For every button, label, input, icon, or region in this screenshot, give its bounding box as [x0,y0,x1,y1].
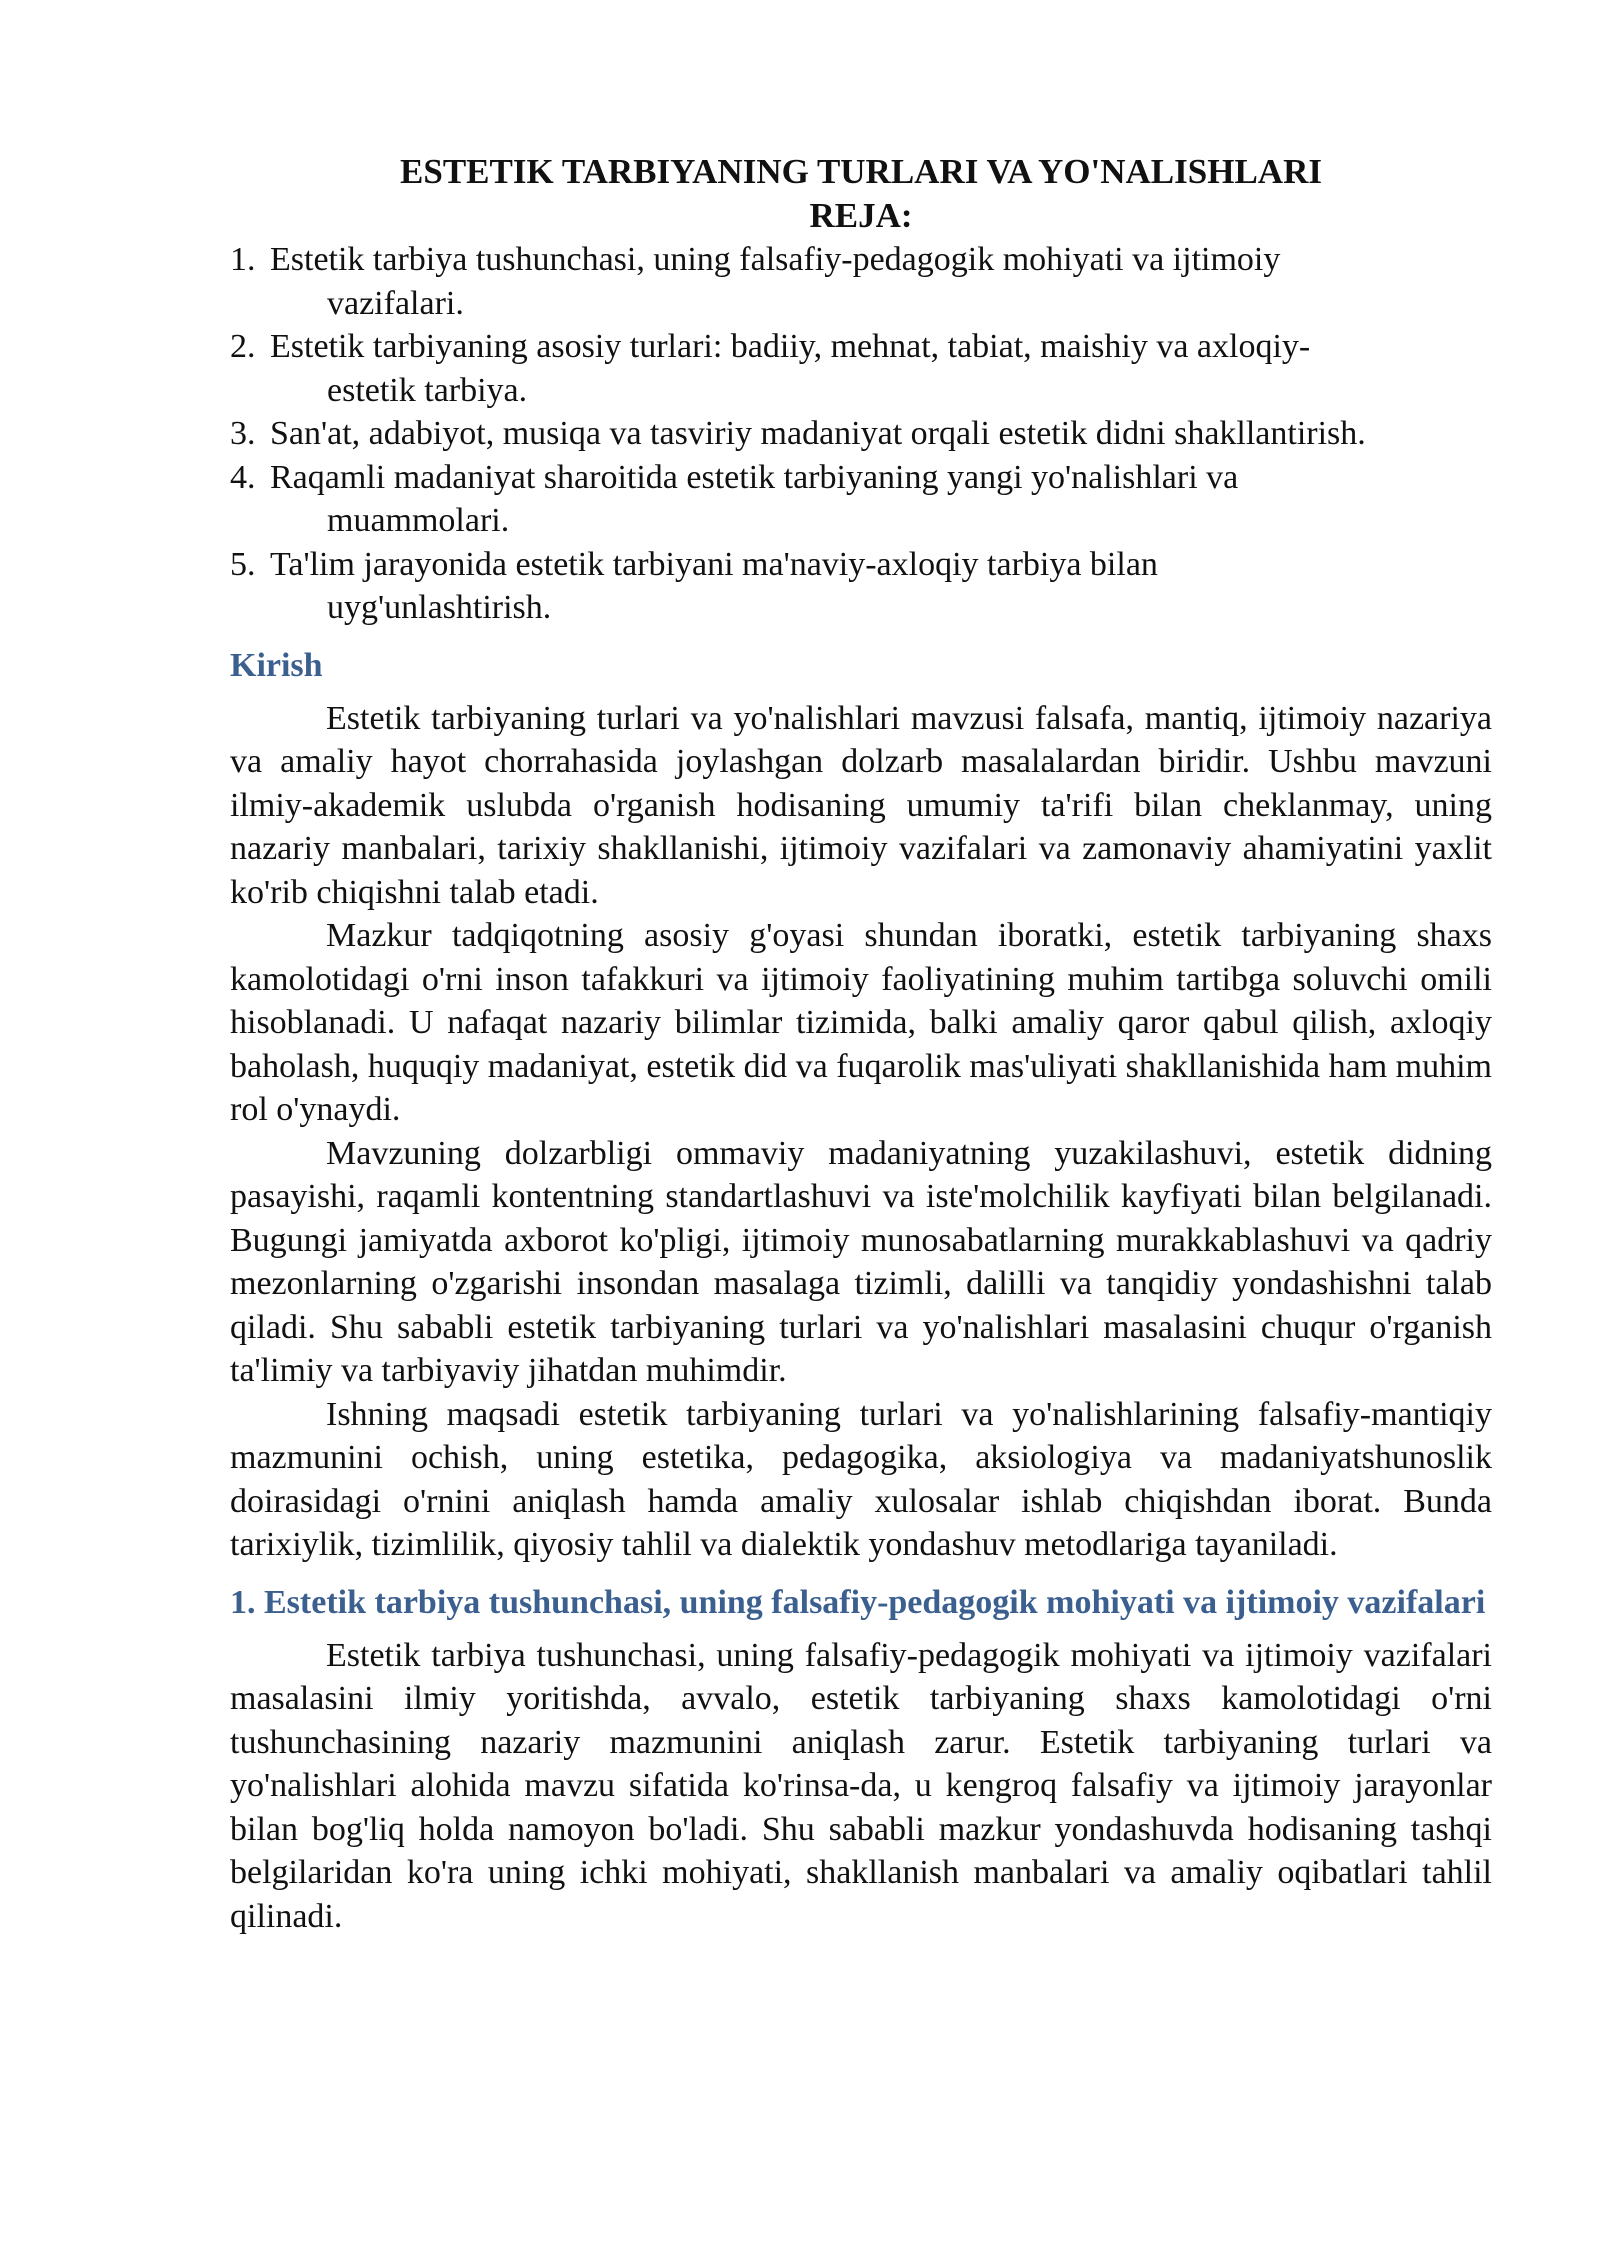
intro-paragraph: Mavzuning dolzarbligi ommaviy madaniyatning yuzakilashuvi, estetik didning pasayishi, raqamli kontentning standartlashuvi va iste'molchilik kayfiyati bilan belgilanadi. Bugungi jamiyatda axborot ko'pligi, ijtimoiy munosabatlarning murakkablashuvi va qadriy mezonlarning o'zgarishi insondan masalaga tizimli, dalilli va tanqidiy yondashishni talab qiladi. Shu sababli estetik tarbiyaning turlari va yo'nalishlari masalasini chuqur o'rganish ta'limiy va tarbiyaviy jihatdan muhimdir. [230,1134,1492,1389]
section-1-paragraph: Estetik tarbiya tushunchasi, uning falsafiy-pedagogik mohiyati va ijtimoiy vazifalari masalasini ilmiy yoritishda, avvalo, estetik tarbiyaning shaxs kamolotidagi o'rni tushunchasining nazariy mazmunini aniqlash zarur. Estetik tarbiyaning turlari va yo'nalishlari alohida mavzu sifatida ko'rinsa-da, u kengroq falsafiy va ijtimoiy jarayonlar bilan bog'liq holda namoyon bo'ladi. Shu sababli mazkur yondashuvda hodisaning tashqi belgilaridan ko'ra uning ichki mohiyati, shakllanish manbalari va amaliy oqibatlari tahlil qilinadi. [230,1636,1492,1935]
document-page [230,150,1492,1938]
intro-heading: Kirish [230,646,323,684]
plan-item-text: Estetik tarbiya tushunchasi, uning falsafiy-pedagogik mohiyati va ijtimoiy [270,241,1281,278]
plan-item-number: 3. [230,415,256,452]
plan-item-text: Ta'lim jarayonida estetik tarbiyani ma'naviy-axloqiy tarbiya bilan [270,545,1158,583]
intro-paragraph: Estetik tarbiyaning turlari va yo'nalishlari mavzusi falsafa, mantiq, ijtimoiy nazariya va amaliy hayot chorrahasida joylashgan dolzarb masalalardan biridir. Ushbu mavzuni ilmiy-akademik uslubda o'rganish hodisaning umumiy ta'rifi bilan cheklanmay, uning nazariy manbalari, tarixiy shakllanishi, ijtimoiy vazifalari va zamonaviy ahamiyatini yaxlit ko'rib chiqishni talab etadi. [230,699,1492,911]
intro-paragraph: Mazkur tadqiqotning asosiy g'oyasi shundan iboratki, estetik tarbiyaning shaxs kamolotidagi o'rni inson tafakkuri va ijtimoiy faoliyatining muhim tartibga soluvchi omili hisoblanadi. U nafaqat nazariy bilimlar tizimida, balki amaliy qaror qabul qilish, axloqiy baholash, huquqiy madaniyat, estetik did va fuqarolik mas'uliyati shakllanishida ham muhim rol o'ynaydi. [230,917,1493,1128]
plan-item [230,238,1492,325]
plan-list [230,238,1492,630]
plan-item-number: 2. [230,328,256,365]
plan-item [230,325,1492,412]
plan-item-continuation: uyg'unlashtirish. [327,589,552,626]
plan-item-number: 5. [230,545,256,583]
plan-item-continuation: vazifalari. [327,284,464,322]
section-1-heading: 1. Estetik tarbiya tushunchasi, uning falsafiy-pedagogik mohiyati va ijtimoiy vazifalari [230,1583,1486,1621]
intro-paragraph: Ishning maqsadi estetik tarbiyaning turlari va yo'nalishlarining falsafiy-mantiqiy mazmunini ochish, uning estetika, pedagogika, aksiologiya va madaniyatshunoslik doirasidagi o'rnini aniqlash hamda amaliy xulosalar ishlab chiqishdan iborat. Bunda tarixiylik, tizimlilik, qiyosiy tahlil va dialektik yondashuv metodlariga tayaniladi. [230,1395,1492,1563]
plan-item-text: Raqamli madaniyat sharoitida estetik tarbiyaning yangi yo'nalishlari va [270,458,1239,496]
plan-title: REJA: [809,196,913,235]
plan-item-number: 4. [230,458,256,496]
plan-item [230,456,1492,543]
document-title: ESTETIK TARBIYANING TURLARI VA YO'NALISHLARI [400,152,1322,191]
plan-item-text: Estetik tarbiyaning asosiy turlari: badiiy, mehnat, tabiat, maishiy va axloqiy- [270,328,1311,365]
plan-item-text: San'at, adabiyot, musiqa va tasviriy madaniyat orqali estetik didni shakllantirish. [270,415,1366,452]
plan-item [230,543,1492,630]
plan-item-continuation: estetik tarbiya. [327,371,528,409]
plan-item-number: 1. [230,241,256,278]
plan-item [230,412,1492,456]
plan-item-continuation: muammolari. [327,502,510,539]
